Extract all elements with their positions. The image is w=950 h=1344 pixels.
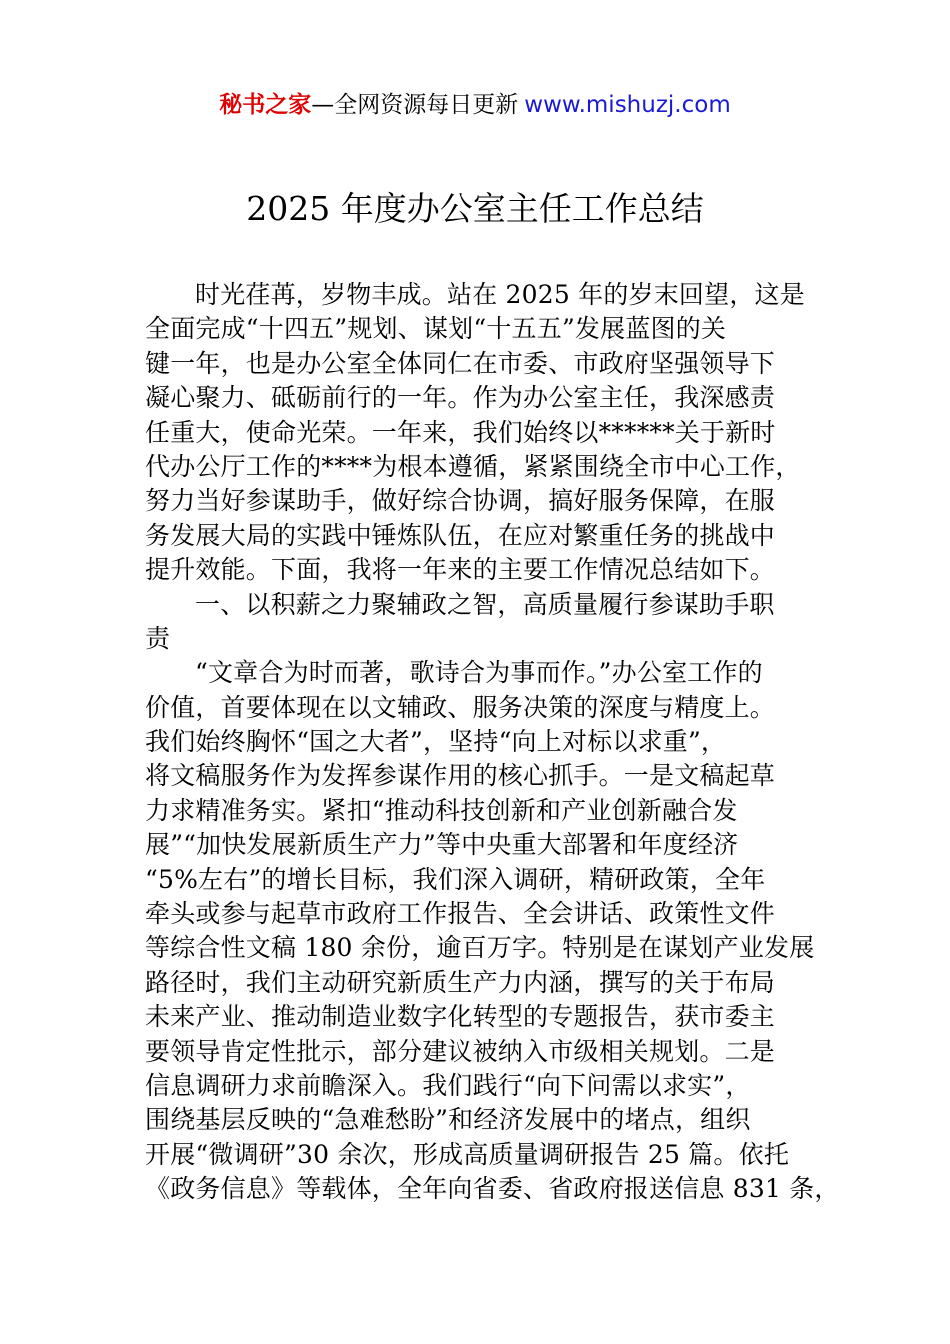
paragraph-line: 等综合性文稿 180 余份，逾百万字。特别是在谋划产业发展 [145,933,815,963]
paragraph-line: 要领导肯定性批示，部分建议被纳入市级相关规划。二是 [145,1036,776,1066]
paragraph-line: 全面完成“十四五”规划、谋划“十五五”发展蓝图的关 [145,314,727,344]
paragraph-line: “5%左右”的增长目标，我们深入调研，精研政策，全年 [145,864,766,894]
paragraph-line: 努力当好参谋助手，做好综合协调，搞好服务保障，在服 [145,486,776,516]
document-title: 2025 年度办公室主任工作总结 [246,189,704,228]
paragraph-line: 凝心聚力、砥砺前行的一年。作为办公室主任，我深感责 [145,383,776,413]
paragraph-line: 任重大，使命光荣。一年来，我们始终以******关于新时 [145,417,776,447]
paragraph-line: 键一年，也是办公室全体同仁在市委、市政府坚强领导下 [145,348,776,378]
paragraph-line: 价值，首要体现在以文辅政、服务决策的深度与精度上。 [145,692,776,722]
site-header [0,88,950,122]
paragraph-line: 代办公厅工作的****为根本遵循，紧紧围绕全市中心工作， [145,451,801,481]
section-heading-line: 责 [145,623,171,653]
paragraph-line: 展”“加快发展新质生产力”等中央重大部署和年度经济 [145,830,739,860]
paragraph-line: 开展“微调研”30 余次，形成高质量调研报告 25 篇。依托 [145,1139,790,1169]
paragraph-line: 路径时，我们主动研究新质生产力内涵，撰写的关于布局 [145,967,776,997]
document-body [145,278,840,1207]
paragraph-line: 时光荏苒，岁物丰成。站在 2025 年的岁末回望，这是 [195,280,805,309]
paragraph-line: 围绕基层反映的“急难愁盼”和经济发展中的堵点，组织 [145,1105,751,1135]
site-url-link[interactable]: www.mishuzj.com [524,92,731,118]
site-brand: 秘书之家 [219,92,312,118]
paragraph-line: 提升效能。下面，我将一年来的主要工作情况总结如下。 [145,555,776,585]
site-tagline: —全网资源每日更新 [311,92,519,118]
paragraph-line: 未来产业、推动制造业数字化转型的专题报告，获市委主 [145,1002,776,1032]
paragraph-line: 我们始终胸怀“国之大者”，坚持“向上对标以求重”， [145,727,727,757]
paragraph-line: “文章合为时而著，歌诗合为事而作。”办公室工作的 [195,658,763,688]
paragraph-line: 《政务信息》等载体，全年向省委、省政府报送信息 831 条， [145,1174,840,1204]
paragraph-line: 力求精准务实。紧扣“推动科技创新和产业创新融合发 [145,795,738,825]
paragraph-line: 信息调研力求前瞻深入。我们践行“向下问需以求实”， [145,1070,751,1100]
paragraph-line: 将文稿服务作为发挥参谋作用的核心抓手。一是文稿起草 [145,761,776,791]
paragraph-line: 务发展大局的实践中锤炼队伍，在应对繁重任务的挑战中 [145,520,776,550]
section-heading-line: 一、以积薪之力聚辅政之智，高质量履行参谋助手职 [195,589,775,619]
paragraph-line: 牵头或参与起草市政府工作报告、全会讲话、政策性文件 [145,899,776,929]
